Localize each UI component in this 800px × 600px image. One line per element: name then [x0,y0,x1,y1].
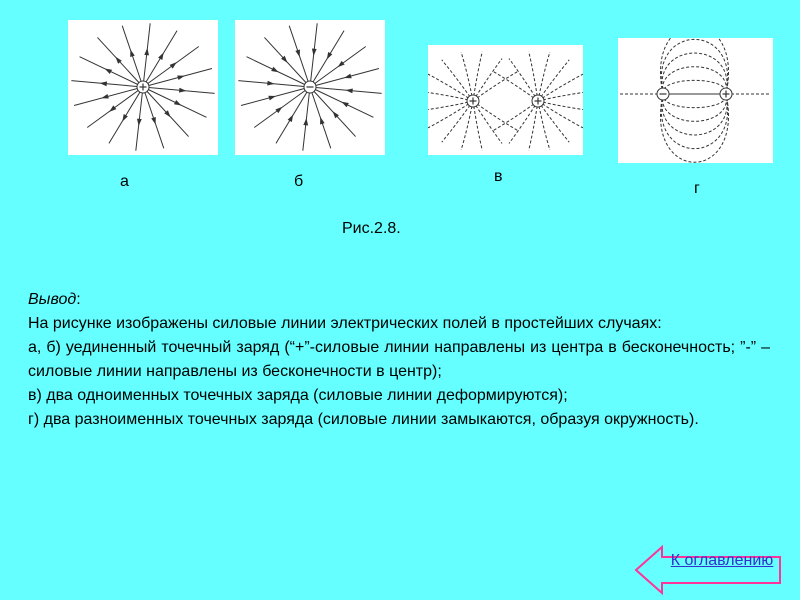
conclusion-title: Вывод [28,291,77,308]
figure-label-a: а [120,173,129,190]
figure-label-g: г [694,180,700,197]
like-charges-field-diagram [428,45,583,155]
conclusion-line: г) два разноименных точечных заряда (силовые линии замыкаются, образуя окружность). [28,411,699,428]
figure-caption: Рис.2.8. [342,220,401,237]
radial-field-diagram [235,20,385,155]
conclusion-title-colon: : [76,291,81,308]
figure-a [68,20,218,155]
figure-label-b: б [294,173,304,190]
conclusion-heading [28,288,770,312]
figure-label-v: в [494,168,503,185]
figure-g [618,38,773,163]
back-to-contents-button[interactable] [634,545,784,595]
conclusion-line: На рисунке изображены силовые линии электрических полей в простейших случаях: [28,315,662,332]
radial-field-diagram [68,20,218,155]
conclusion-line: а, б) уединенный точечный заряд (“+”-силовые линии направлены из центра в бесконечность; ”-” – силовые линии направлены из бесконечности в центр); [28,339,770,380]
figure-b [235,20,385,155]
back-to-contents-link[interactable]: К оглавлению [670,552,774,569]
conclusion-line: в) два одноименных точечных заряда (силовые линии деформируются); [28,387,568,404]
opposite-charges-field-diagram [618,38,773,163]
figure-v [428,45,583,155]
conclusion-block [28,288,770,432]
